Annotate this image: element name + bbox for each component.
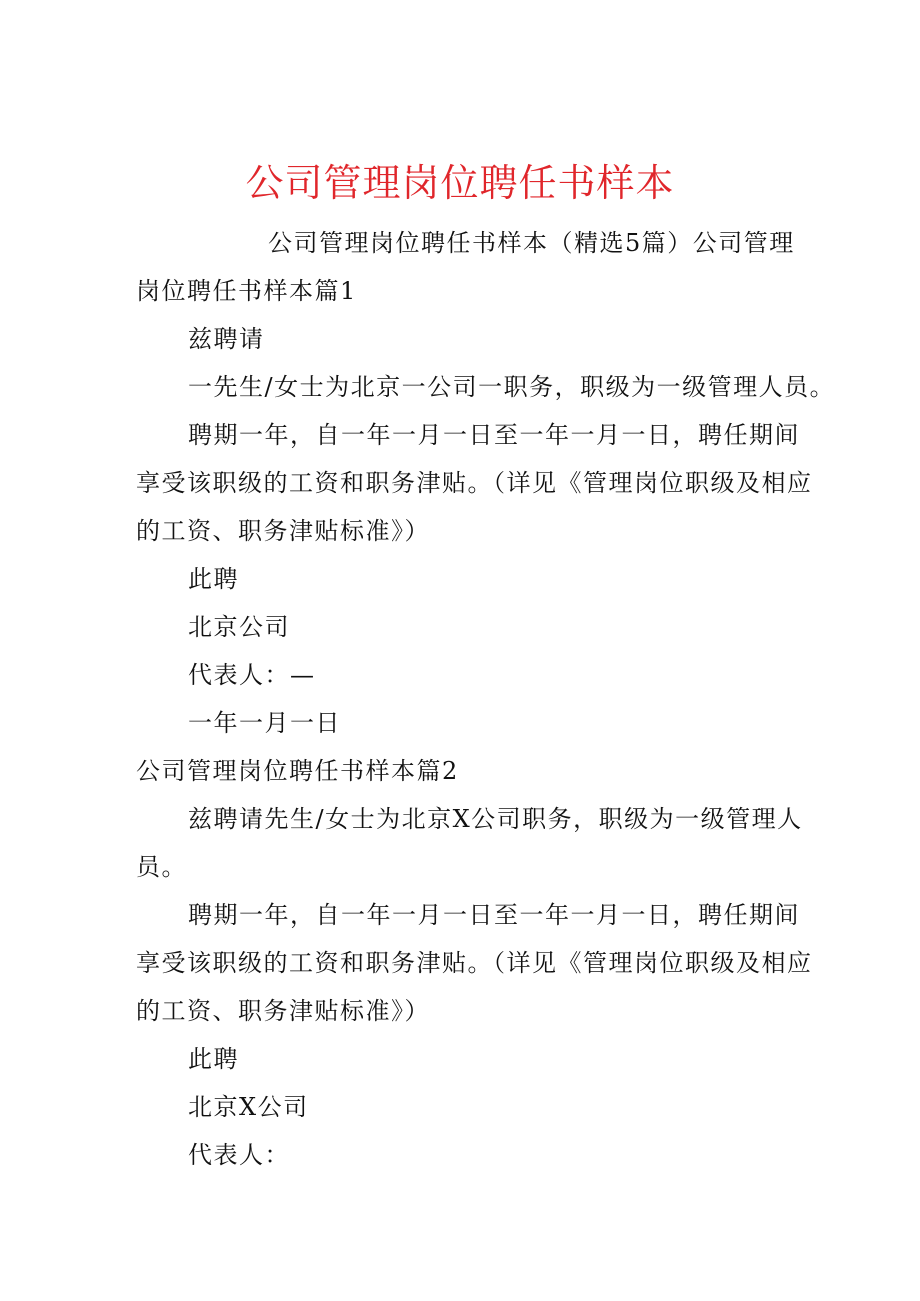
section2-term-line-2: 享受该职级的工资和职务津贴。（详见《管理岗位职级及相应 [136,949,813,977]
section1-appointment: 一先生/女士为北京一公司一职务，职级为一级管理人员。 [188,373,836,401]
section1-term-line-1: 聘期一年，自一年一月一日至一年一月一日，聘任期间 [188,421,800,449]
section1-closing: 此聘 [188,565,239,593]
section2-appointment-line-1: 兹聘请先生/女士为北京X公司职务，职级为一级管理人 [188,805,803,833]
section1-term-line-3: 的工资、职务津贴标准》） [136,517,430,545]
section2-appointment-line-2: 员。 [136,853,187,881]
section1-term-line-2: 享受该职级的工资和职务津贴。（详见《管理岗位职级及相应 [136,469,813,497]
section2-term-line-1: 聘期一年，自一年一月一日至一年一月一日，聘任期间 [188,901,800,929]
document-title: 公司管理岗位聘任书样本 [245,161,675,205]
section2-representative: 代表人： [188,1141,290,1169]
section2-company: 北京X公司 [188,1093,309,1121]
section2-term-line-3: 的工资、职务津贴标准》） [136,997,430,1025]
intro-line-2: 岗位聘任书样本篇1 [136,277,357,305]
intro-line-1: 公司管理岗位聘任书样本（精选5篇）公司管理 [268,229,795,257]
section1-company: 北京公司 [188,613,290,641]
section2-closing: 此聘 [188,1045,239,1073]
section1-greeting: 兹聘请 [188,325,265,353]
section2-heading: 公司管理岗位聘任书样本篇2 [136,757,459,785]
section1-representative: 代表人：— [188,661,316,689]
section1-date: 一年一月一日 [188,709,341,737]
